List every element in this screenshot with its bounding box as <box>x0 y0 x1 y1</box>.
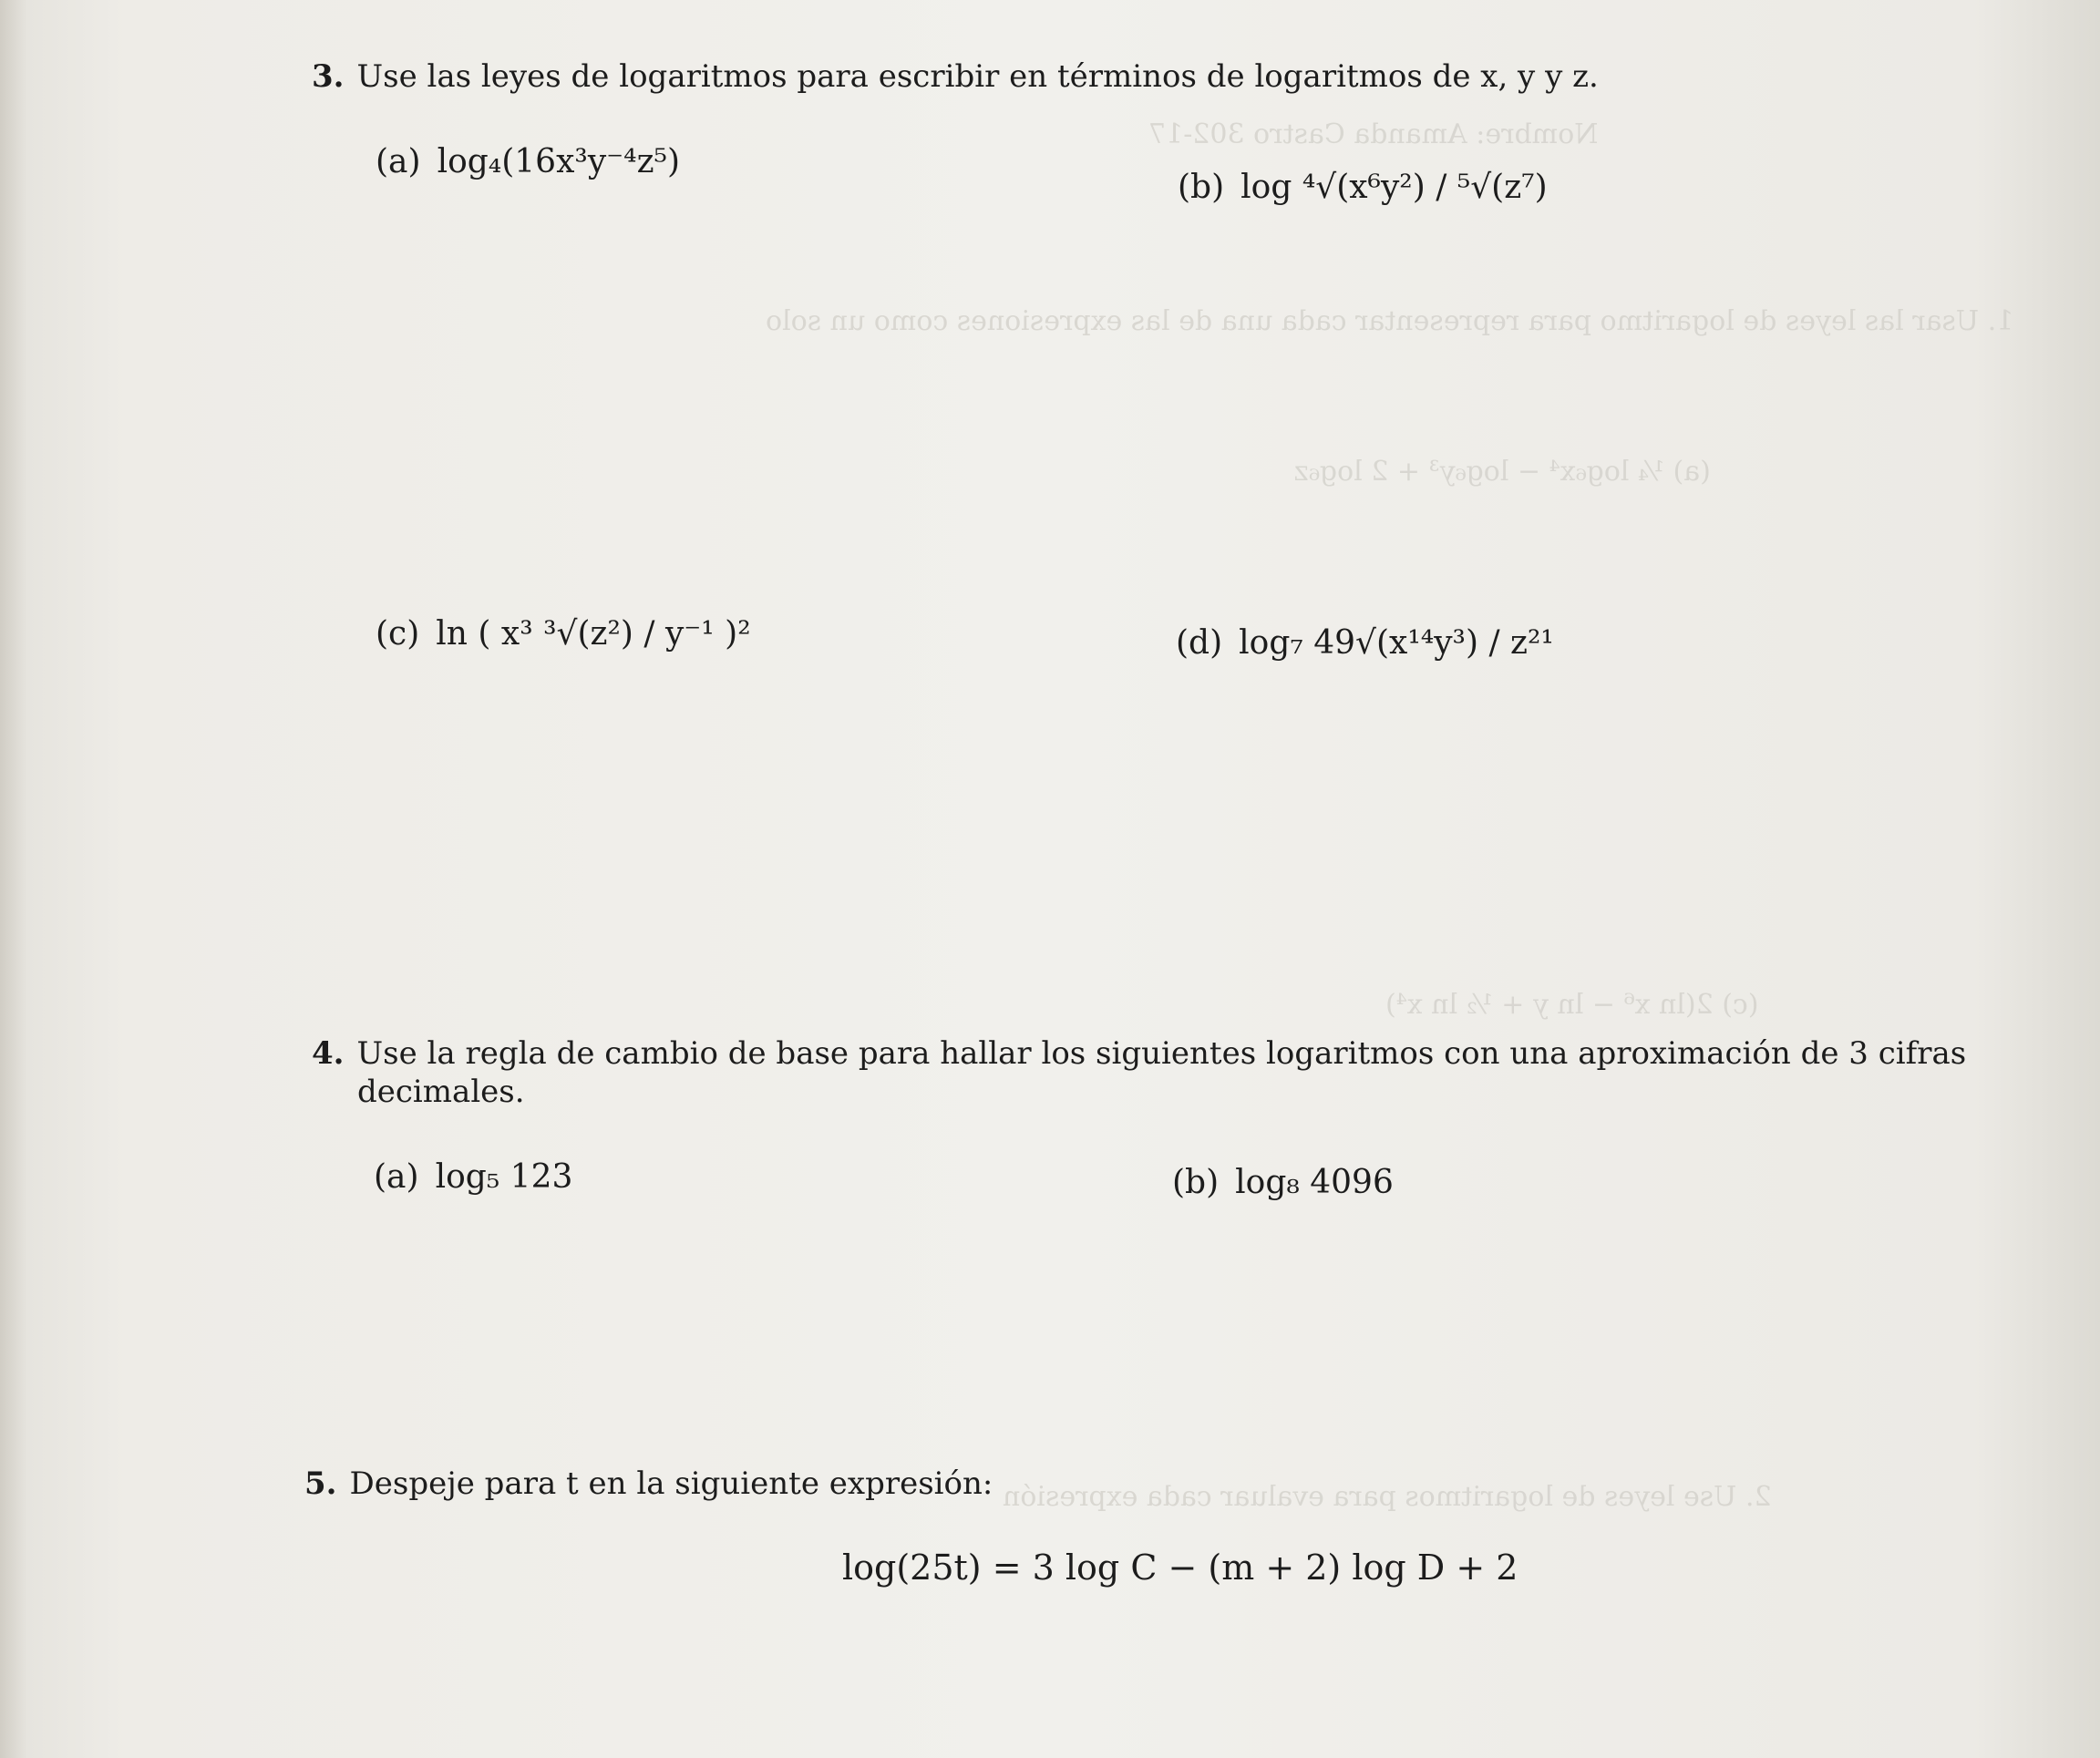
problem-4-statement-line2 <box>357 1072 525 1112</box>
problem-4b-expression: log₈ 4096 <box>1235 1164 1394 1201</box>
problem-3c-label: (c) <box>376 615 420 653</box>
ghost-text: 1. Usar las leyes de logaritmo para representar cada una de las expresiones como un solo <box>766 305 2014 337</box>
problem-4-statement <box>312 1033 1966 1074</box>
problem-4a <box>374 1159 572 1196</box>
ghost-text: (a) ¼ log₆x⁴ − log₆y³ + 2 log₆z <box>1294 456 1711 488</box>
problem-3-text: Use las leyes de logaritmos para escribir en términos de logaritmos de x, y y z. <box>356 58 1599 95</box>
problem-3-number: 3. <box>312 58 345 95</box>
problem-3b-expression: log ⁴√(x⁶y²) / ⁵√(z⁷) <box>1240 169 1548 206</box>
problem-4-text-line1: Use la regla de cambio de base para hallar los siguientes logaritmos con una aproximación de 3 cifras <box>356 1035 1967 1072</box>
problem-5-equation-text: log(25t) = 3 log C − (m + 2) log D + 2 <box>842 1547 1518 1588</box>
problem-5-equation <box>842 1547 1518 1588</box>
problem-3d-label: (d) <box>1176 624 1223 662</box>
problem-3-statement <box>312 57 1599 97</box>
problem-3d-expression: log₇ 49√(x¹⁴y³) / z²¹ <box>1239 624 1554 662</box>
problem-4-number: 4. <box>312 1035 345 1072</box>
ghost-text: (c) 2(ln x⁶ − ln y + ½ ln x⁴) <box>1385 989 1759 1021</box>
page-edge-shadow <box>0 0 27 1758</box>
problem-3c <box>376 616 751 653</box>
problem-3a <box>376 144 680 180</box>
problem-5-text: Despeje para t en la siguiente expresión: <box>349 1465 993 1502</box>
ghost-text: 2. Use leyes de logaritmos para evaluar cada expresión <box>1003 1481 1772 1513</box>
problem-4b-label: (b) <box>1172 1164 1220 1201</box>
problem-4-text-line2: decimales. <box>357 1074 525 1110</box>
problem-3d <box>1176 625 1554 662</box>
problem-3a-expression: log₄(16x³y⁻⁴z⁵) <box>437 143 681 180</box>
ghost-text: Nombre: Amanda Castro 302-17 <box>1148 118 1599 150</box>
problem-4a-expression: log₅ 123 <box>435 1158 573 1196</box>
problem-5-statement <box>304 1464 993 1504</box>
problem-4b <box>1172 1165 1394 1201</box>
problem-3b <box>1178 170 1548 206</box>
problem-3c-expression: ln ( x³ ³√(z²) / y⁻¹ )² <box>436 615 751 653</box>
problem-3a-label: (a) <box>376 143 421 180</box>
problem-4a-label: (a) <box>374 1158 419 1196</box>
problem-5-number: 5. <box>304 1465 337 1502</box>
problem-3b-label: (b) <box>1178 169 1225 206</box>
